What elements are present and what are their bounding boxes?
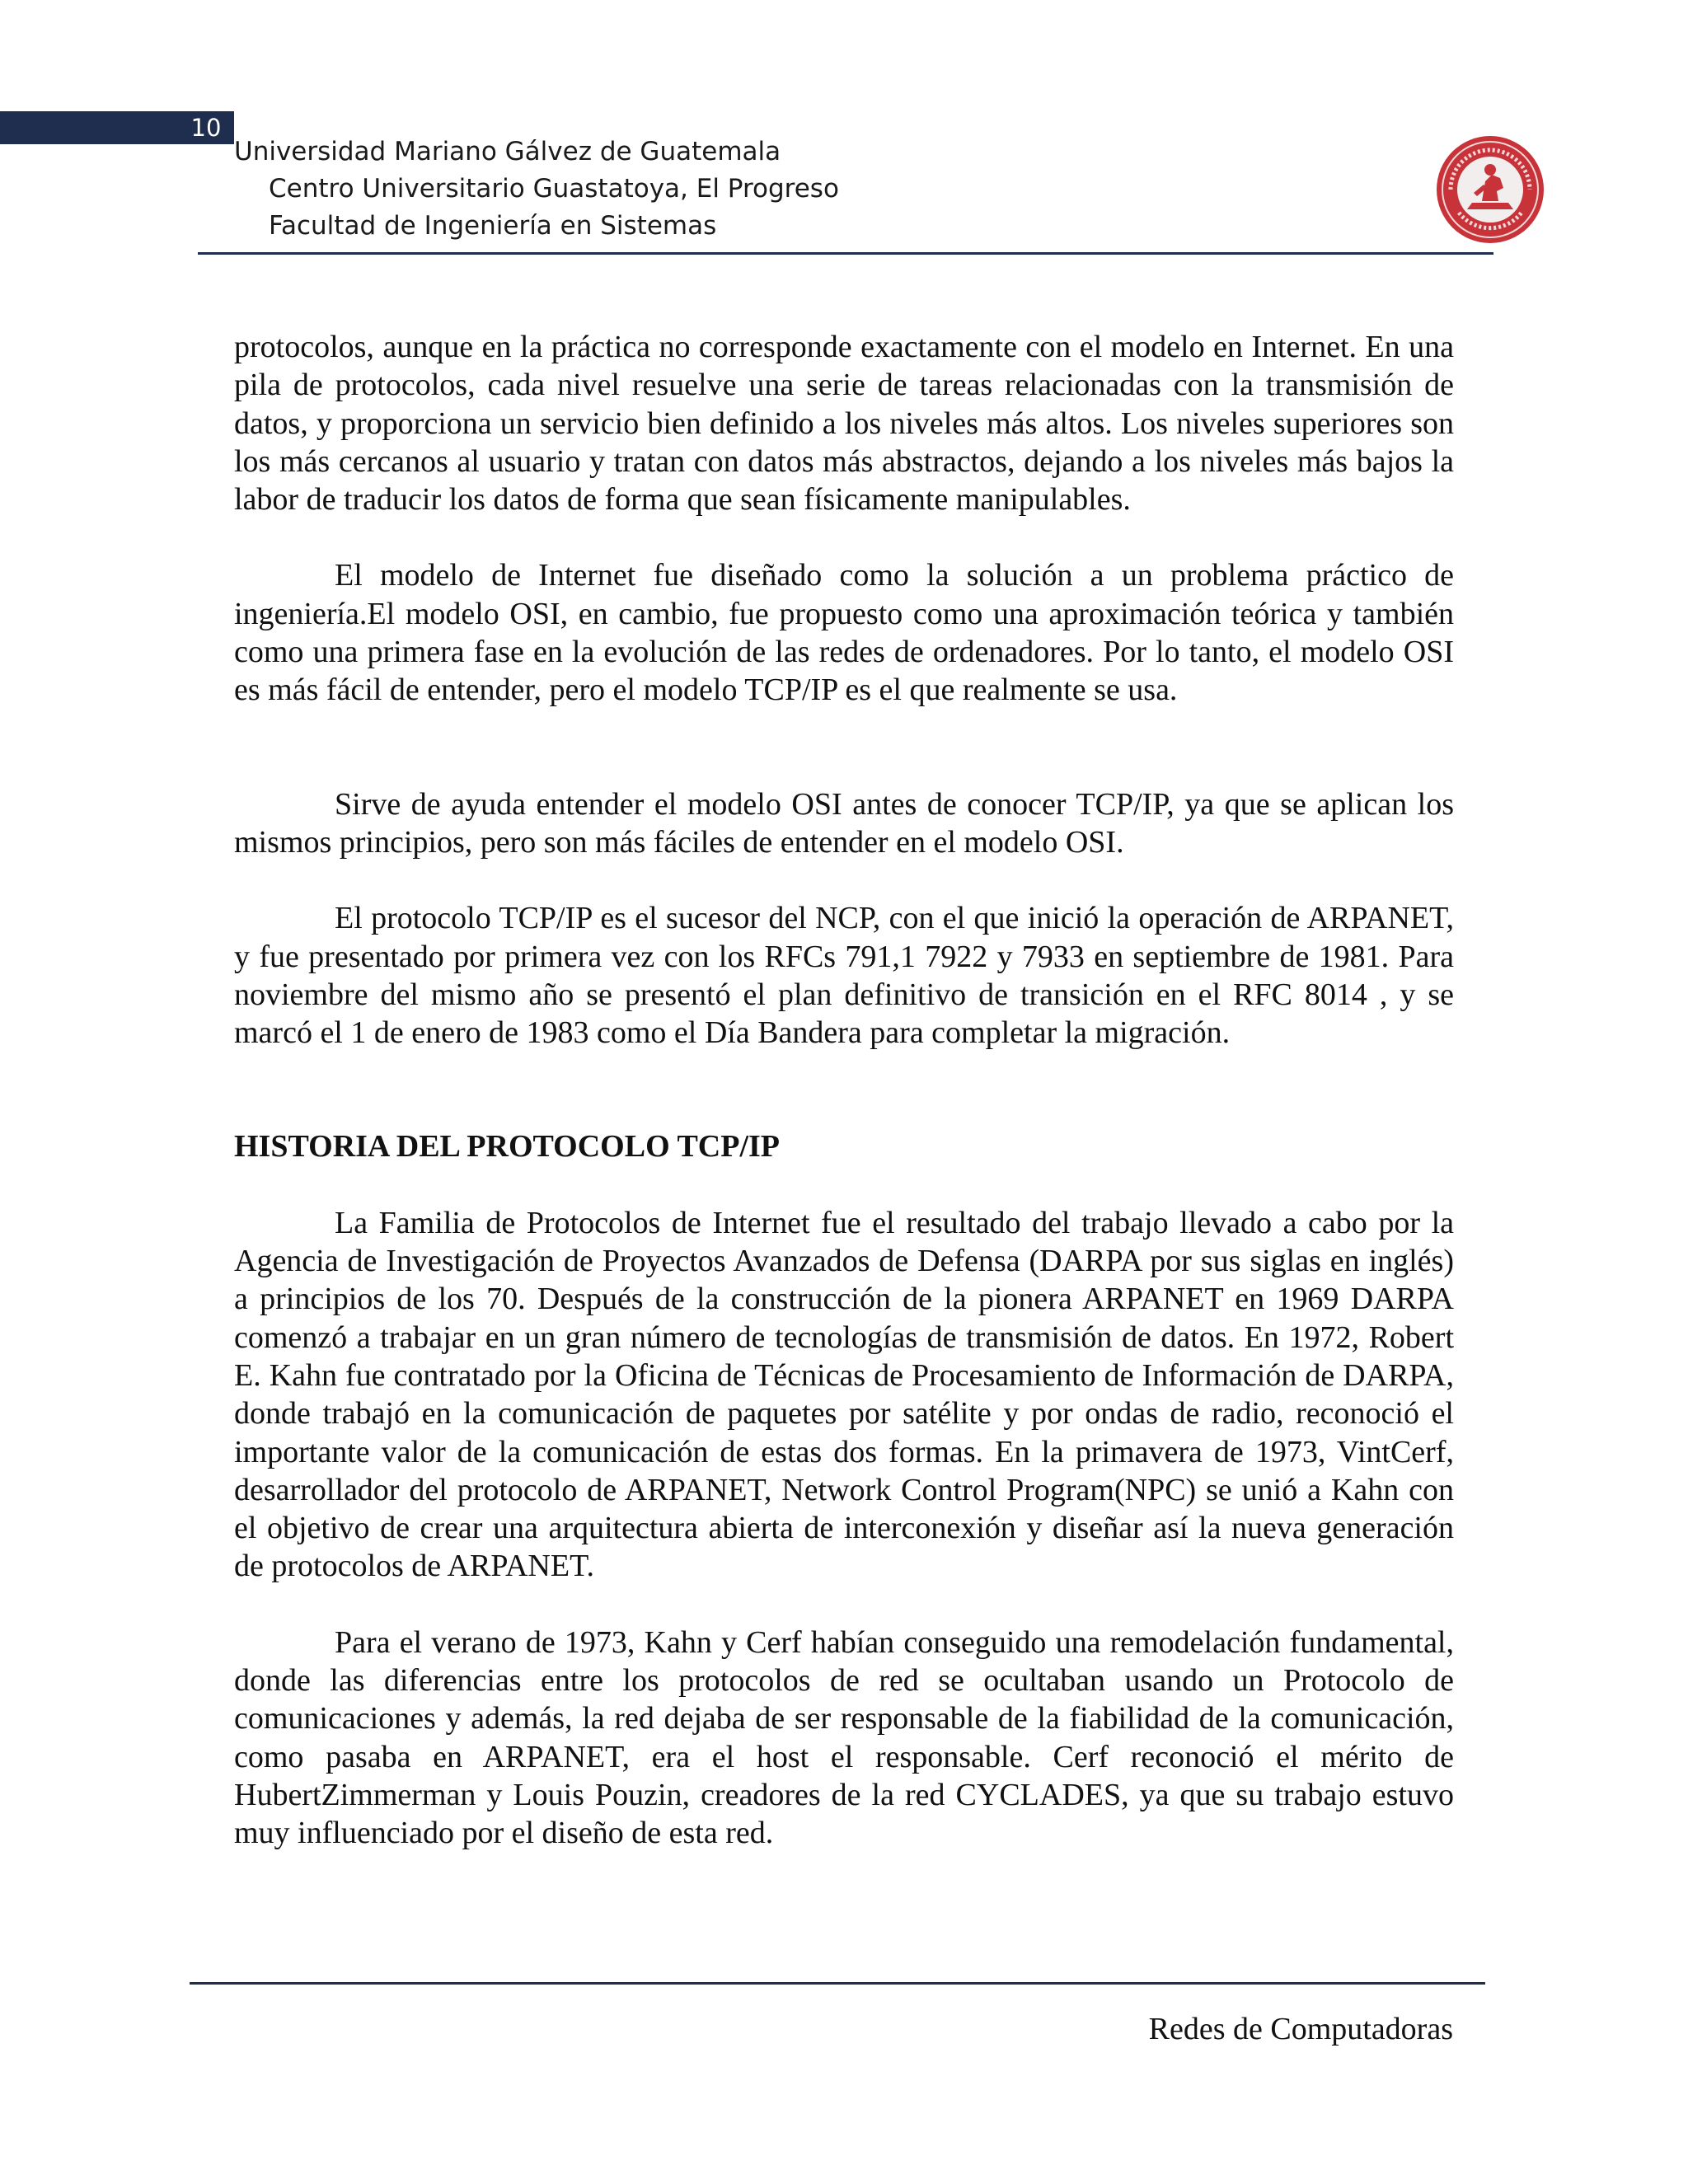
paragraph-osi-help: Sirve de ayuda entender el modelo OSI antes de conocer TCP/IP, ya que se aplican los mismos principios, pero son más fáciles de entender en el modelo OSI.: [234, 786, 1454, 860]
paragraph-continuation: protocolos, aunque en la práctica no corresponde exactamente con el modelo en Internet. En una pila de protocolos, cada nivel resuelve una serie de tareas relacionadas con la transmisión de datos, y proporciona un servicio bien definido a los niveles más altos. Los niveles superiores son los más cercanos al usuario y tratan con datos más abstractos, dejando a los niveles más bajos la labor de traducir los datos de forma que sean físicamente manipulables.: [234, 330, 1454, 518]
faculty-name: Facultad de Ingeniería en Sistemas: [269, 211, 717, 241]
header-divider: [198, 252, 1493, 255]
document-body: [234, 328, 1454, 1853]
page-number: 10: [190, 114, 222, 142]
paragraph-history-kahn-cerf: Para el verano de 1973, Kahn y Cerf habían conseguido una remodelación fundamental, donde las diferencias entre los protocolos de red se ocultaban usando un Protocolo de comunicaciones y además, la red dejaba de ser responsable de la fiabilidad de la comunicación, como pasaba en ARPANET, era el host el responsable. Cerf reconoció el mérito de HubertZimmerman y Louis Pouzin, creadores de la red CYCLADES, ya que su trabajo estuvo muy influenciado por el diseño de esta red.: [234, 1624, 1454, 1851]
footer-divider: [190, 1982, 1485, 1985]
section-heading: HISTORIA DEL PROTOCOLO TCP/IP: [234, 1129, 781, 1165]
paragraph-internet-model: El modelo de Internet fue diseñado como la solución a un problema práctico de ingeniería.El modelo OSI, en cambio, fue propuesto como una aproximación teórica y también como una primera fase en la evolución de las redes de ordenadores. Por lo tanto, el modelo OSI es más fácil de entender, pero el modelo TCP/IP es el que realmente se usa.: [234, 558, 1454, 708]
center-name: Centro Universitario Guastatoya, El Progreso: [269, 174, 839, 204]
university-seal-logo: [1434, 134, 1546, 246]
paragraph-tcpip-successor: El protocolo TCP/IP es el sucesor del NCP, con el que inició la operación de ARPANET, y fue presentado por primera vez con los RFCs 791,1 7922 y 7933 en septiembre de 1981. Para noviembre del mismo año se presentó el plan definitivo de transición en el RFC 8014 , y se marcó el 1 de enero de 1983 como el Día Bandera para completar la migración.: [234, 901, 1454, 1051]
paragraph-history-darpa: La Familia de Protocolos de Internet fue el resultado del trabajo llevado a cabo por la Agencia de Investigación de Proyectos Avanzados de Defensa (DARPA por sus siglas en inglés) a principios de los 70. Después de la construcción de la pionera ARPANET en 1969 DARPA comenzó a trabajar en un gran número de tecnologías de transmisión de datos. En 1972, Robert E. Kahn fue contratado por la Oficina de Técnicas de Procesamiento de Información de DARPA, donde trabajó en la comunicación de paquetes por satélite y por ondas de radio, reconoció el importante valor de la comunicación de estas dos formas. En la primavera de 1973, VintCerf, desarrollador del protocolo de ARPANET, Network Control Program(NPC) se unió a Kahn con el objetivo de crear una arquitectura abierta de interconexión y diseñar así la nueva generación de protocolos de ARPANET.: [234, 1205, 1454, 1584]
footer-course-title: Redes de Computadoras: [1148, 2012, 1453, 2046]
university-name: Universidad Mariano Gálvez de Guatemala: [234, 137, 781, 166]
